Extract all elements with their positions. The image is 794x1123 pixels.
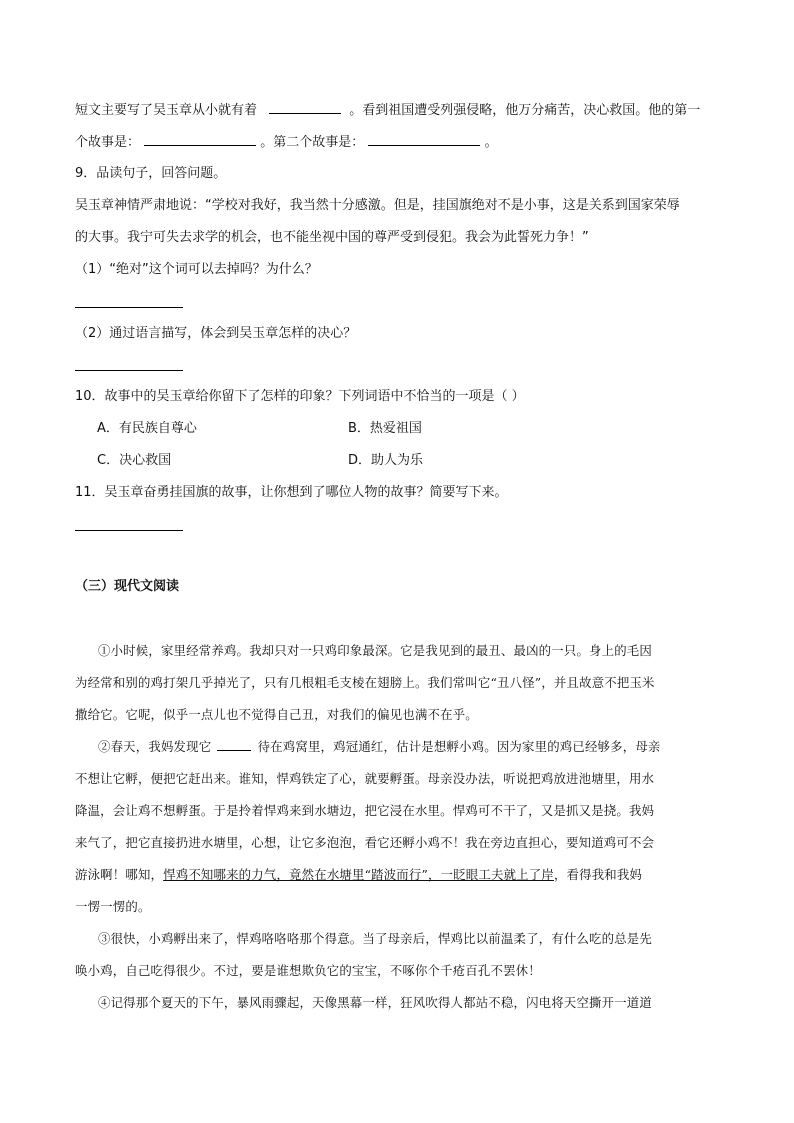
passage-text: 待在鸡窝里，鸡冠通红，估计是想孵小鸡。因为家里的鸡已经够多，母亲 [257,739,661,754]
q8-text-b: 。看到祖国遭受列强侵略，他万分痛苦，决心救国。他的第一 [349,103,701,118]
q10-title: 10．故事中的吴玉章给你留下了怎样的印象？下列词语中不恰当的一项是（ ） [75,389,525,404]
passage-text: ，看得我和我妈 [553,867,643,882]
q10-option-d[interactable]: D．助人为乐 [348,453,424,468]
passage-p2-line-3: 降温，会让鸡不想孵蛋。于是拎着悍鸡来到水塘边，把它浸在水里。悍鸡可不干了，又是抓又是挠。我妈 [75,803,655,818]
fill-blank[interactable] [217,738,251,751]
passage-p2-line-4: 来气了，把它直接扔进水塘里，心想，让它多泡泡，看它还孵小鸡不！我在旁边直担心，要知道鸡可不会 [75,835,655,850]
answer-blank[interactable] [144,131,256,146]
passage-text: 游泳啊！哪知， [75,867,164,882]
q10-option-c[interactable]: C．决心救国 [97,453,172,468]
q8-line-2 [75,131,498,154]
passage-p1-line-1: ①小时候，家里经常养鸡。我却只对一只鸡印象最深。它是我见到的最丑、最凶的一只。身上的毛因 [98,643,652,658]
q11-title: 11．吴玉章奋勇挂国旗的故事，让你想到了哪位人物的故事？简要写下来。 [75,485,508,500]
q9-quote-line-2: 的大事。我宁可失去求学的机会，也不能坐视中国的尊严受到侵犯。我会为此誓死力争！” [75,230,589,245]
underlined-sentence: 悍鸡不知哪来的力气，竟然在水塘里“踏波而行”，一眨眼工夫就上了岸 [163,867,554,882]
q9-title: 9．品读句子，回答问题。 [75,166,227,181]
q9-quote-line-1: 吴玉章神情严肃地说：“学校对我好，我当然十分感激。但是，挂国旗绝对不是小事，这是关系到国家荣辱 [75,198,680,213]
q9-subquestion-1: （1）“绝对”这个词可以去掉吗？为什么？ [75,262,318,277]
answer-line[interactable] [75,370,183,371]
answer-line[interactable] [75,530,183,531]
passage-p2-line-2: 不想让它孵，便把它赶出来。谁知，悍鸡铁定了心，就要孵蛋。母亲没办法，听说把鸡放进池塘里，用水 [75,771,655,786]
passage-p4-line-1: ④记得那个夏天的下午，暴风雨骤起，天像黑幕一样，狂风吹得人都站不稳，闪电将天空撕开一道道 [98,995,652,1010]
passage-p1-line-2: 为经常和别的鸡打架几乎掉光了，只有几根粗毛支棱在翅膀上。我们常叫它“丑八怪”，并且故意不把玉米 [75,675,655,690]
section-heading: （三）现代文阅读 [75,579,180,594]
answer-line[interactable] [75,307,183,308]
q8-text-e: 。 [484,135,498,150]
answer-blank[interactable] [269,99,341,114]
passage-text: ②春天，我妈发现它 [98,739,212,754]
q8-text-d: 。第二个故事是： [260,135,365,150]
passage-p2-line-6: 一愣一愣的。 [75,899,151,914]
passage-p2-line-5 [75,864,642,886]
passage-p2-line-1 [98,736,661,758]
q8-text-c: 个故事是： [75,135,141,150]
q8-text-a: 短文主要写了吴玉章从小就有着 [75,103,258,118]
passage-p3-line-2: 唤小鸡，自己吃得很少。不过，要是谁想欺负它的宝宝，不啄你个千疮百孔不罢休！ [75,963,541,978]
passage-p3-line-1: ③很快，小鸡孵出来了，悍鸡咯咯咯那个得意。当了母亲后，悍鸡比以前温柔了，有什么吃的总是先 [98,931,652,946]
q8-line-1 [75,99,700,122]
answer-blank[interactable] [368,131,480,146]
q9-subquestion-2: （2）通过语言描写，体会到吴玉章怎样的决心？ [75,326,357,341]
passage-p1-line-3: 撒给它。它呢，似乎一点儿也不觉得自己丑，对我们的偏见也满不在乎。 [75,707,478,722]
q10-option-b[interactable]: B．热爱祖国 [348,421,422,436]
q10-option-a[interactable]: A．有民族自尊心 [97,421,197,436]
